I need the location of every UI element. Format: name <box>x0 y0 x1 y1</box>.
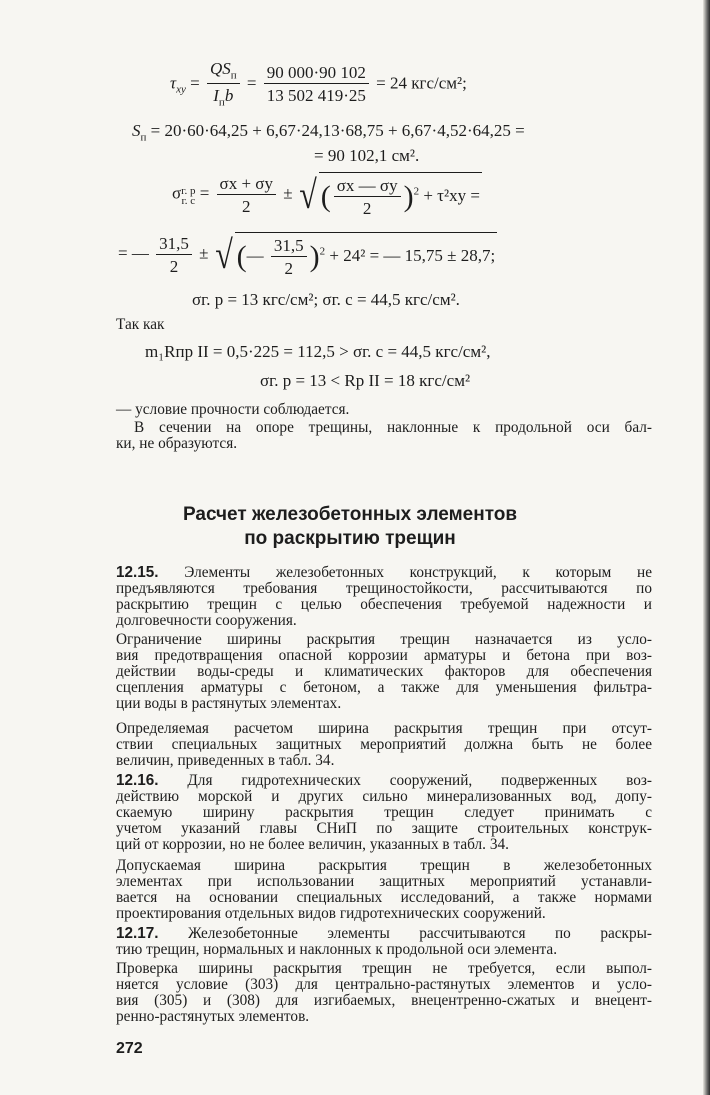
formula-sn-result: = 90 102,1 см². <box>314 146 420 165</box>
section-heading <box>150 503 550 551</box>
page-binding-shadow <box>703 0 710 1095</box>
fraction-numeric: $\frac{90 000\cdot 90 102}{13 502 419\cdot 25}$ <box>264 64 369 104</box>
heading-line-2: по раскрытию трещин <box>244 528 456 549</box>
formula-sigma-numeric: = — $\frac{31,5}{2}$ ± √ (— $\frac{31,5}{2}$ )$^2$ + 24² = — 15,75 ± 28,7; <box>118 231 496 278</box>
formula-condition-2: σг. р = 13 < Rр II = 18 кгс/см² <box>260 371 471 390</box>
paragraph-allow: Допускаемая ширина раскрытия трещин в железобетонных элементах при использовании защитных мероприятий устанавли- вается на основании специальных исследований, а также нормами проектирования отдельных видов гидротехнических сооружений. <box>116 857 652 922</box>
paragraph-12-17: 12.17. Железобетонные элементы рассчитываются по раскры- тию трещин, нормальных и наклонных к продольной оси элемента. <box>116 925 652 958</box>
text-section-line2: ки, не образуются. <box>116 435 238 452</box>
page-number: 272 <box>116 1040 143 1057</box>
paragraph-limit: Ограничение ширины раскрытия трещин назначается из усло- вия предотвращения опасной коррозии арматуры и бетона при воз- действии воды-среды и климатических факторов для обеспечения сцепления арматуры с бетоном, а также для уменьшения фильтра- ции воды в растянутых элементах. <box>116 631 652 712</box>
formula-sn: $S_п = 20\cdot 60\cdot 64,25 + 6,67\cdot 24,13\cdot 68,75 + 6,67\cdot 4,52\cdot 64,25$ = <box>132 121 525 144</box>
text-tak-kak: Так как <box>116 316 165 333</box>
paragraph-12-16: 12.16. Для гидротехнических сооружений, подверженных воз- действию морской и других сильно минерализованных вод, допу- скаемую ширину раскрытия трещин следует принимать с учетом указаний главы СНиП по защите строительных конструк- ций от коррозии, но не более величин, указанных в табл. 34. <box>116 772 653 853</box>
heading-line-1: Расчет железобетонных элементов <box>182 504 518 525</box>
formula-sigma: σг. р г. с = $\frac{\sigma x + \sigma y}{2}$ ± √ ( $\frac{\sigma x — \sigma y}{2}$ )$^2$ + τ²xy = <box>172 171 480 218</box>
formula-sigma-results: σг. р = 13 кгс/см²; σг. с = 44,5 кгс/см². <box>192 290 460 309</box>
paragraph-12-15: 12.15. Элементы железобетонных конструкций, к которым не предъявляются требования трещиностойкости, рассчитываются по раскрытию трещин с целью обеспечения требуемой надежности и долговечности сооружения. <box>116 564 652 629</box>
text-condition: — условие прочности соблюдается. <box>116 401 350 418</box>
formula-tau: $\tau_{xy}$ = $\frac{QS_п}{I_пb}$ = $\frac{90 000\cdot 90 102}{13 502 419\cdot 25}$ = 24 кгс/см²; <box>170 59 467 109</box>
text-section-line1: В сечении на опоре трещины, наклонные к продольной оси бал- <box>134 419 652 436</box>
paragraph-width: Определяемая расчетом ширина раскрытия трещин при отсут- ствии специальных защитных мероприятий должна быть не более величин, приведенных в табл. 34. <box>116 720 652 769</box>
paragraph-check: Проверка ширины раскрытия трещин не требуется, если выпол- няется условие (303) для центрально-растянутых элементов и усло- вия (305) и (308) для изгибаемых, внецентренно-сжатых и внецент- ренно-растянутых элементов. <box>116 960 652 1025</box>
formula-condition-1: m₁Rпр II = 0,5·225 = 112,5 > σг. с = 44,5 кгс/см², <box>145 342 491 361</box>
fraction-qs-over-ib: $\frac{QS_п}{I_пb}$ <box>207 60 240 109</box>
